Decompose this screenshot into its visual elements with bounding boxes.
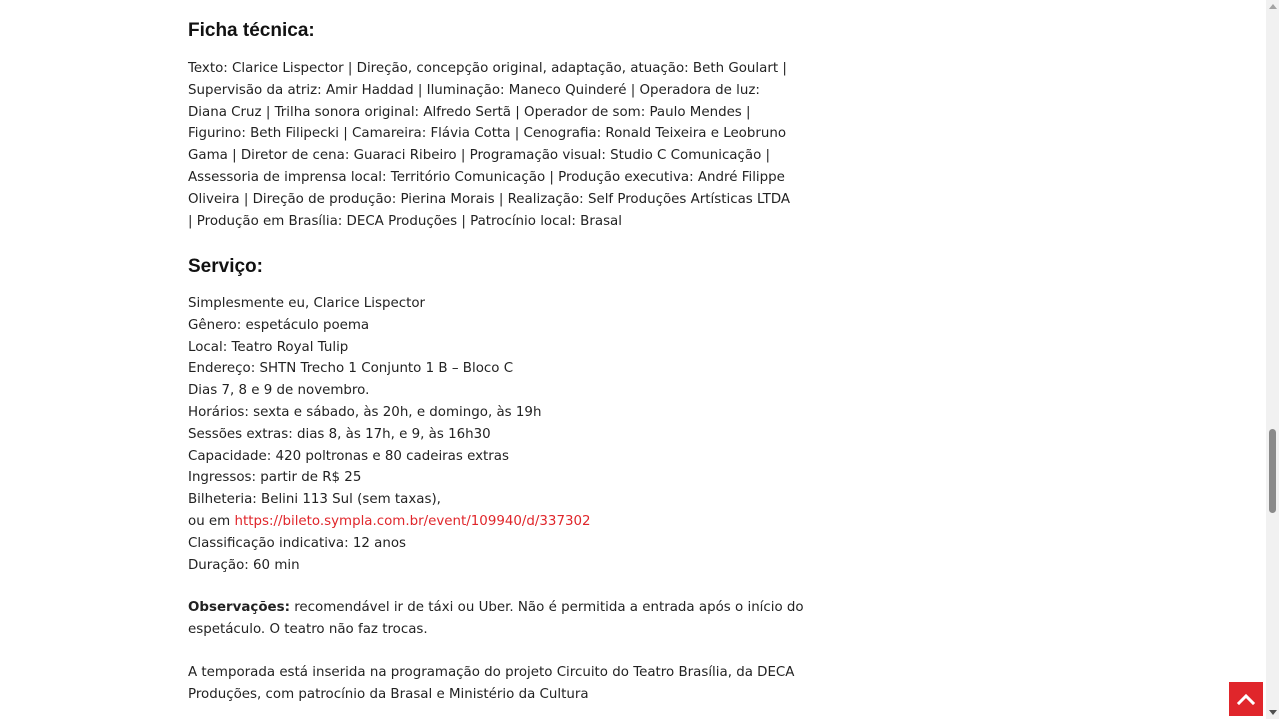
chevron-up-icon xyxy=(1237,693,1255,705)
box-office-text: Bilheteria: Belini 113 Sul (sem taxas), xyxy=(188,492,441,508)
ficha-tecnica-heading: Ficha técnica: xyxy=(188,20,315,41)
temporada-line-2: Produções, com patrocínio da Brasal e Ministério da Cultura xyxy=(188,686,589,702)
observacoes-label: Observações: xyxy=(188,600,290,615)
ficha-line: Assessoria de imprensa local: Território Comunicação | Produção executiva: André Filippe xyxy=(188,169,785,185)
show-title: Simplesmente eu, Clarice Lispector xyxy=(188,296,426,311)
observacoes-line-2: espetáculo. O teatro não faz trocas. xyxy=(188,621,428,637)
observacoes-text: recomendável ir de táxi ou Uber. Não é permitida a entrada após o início do xyxy=(289,600,804,615)
ficha-line: Gama | Diretor de cena: Guaraci Ribeiro | Programação visual: Studio C Comunicação | xyxy=(188,148,771,164)
scrollbar-thumb[interactable] xyxy=(1269,429,1276,513)
address-text: Endereço: SHTN Trecho 1 Conjunto 1 B – Bloco C xyxy=(188,361,514,377)
temporada-line: A temporada está inserida na programação do projeto Circuito do Teatro Brasília, da DECA xyxy=(188,665,795,680)
scroll-down-arrow-icon[interactable] xyxy=(1266,706,1279,719)
ficha-line: Texto: Clarice Lispector | Direção, concepção original, adaptação, atuação: Beth Goulart | xyxy=(188,61,787,76)
capacity-text: Capacidade: 420 poltronas e 80 cadeiras extras xyxy=(188,448,509,464)
duration-text: Duração: 60 min xyxy=(188,557,300,573)
scroll-up-arrow-icon[interactable] xyxy=(1266,0,1279,13)
rating-text: Classificação indicativa: 12 anos xyxy=(188,535,406,551)
ficha-tecnica-paragraph xyxy=(188,58,791,232)
ficha-line: Supervisão da atriz: Amir Haddad | Iluminação: Maneco Quinderé | Operadora de luz: xyxy=(188,82,760,98)
observacoes-paragraph xyxy=(188,597,804,641)
ficha-line: Diana Cruz | Trilha sonora original: Alfredo Sertã | Operador de som: Paulo Mendes | xyxy=(188,104,751,120)
schedule-text: Horários: sexta e sábado, às 20h, e domingo, às 19h xyxy=(188,404,542,420)
ficha-line: | Produção em Brasília: DECA Produções | Patrocínio local: Brasal xyxy=(188,213,622,229)
ficha-line: Oliveira | Direção de produção: Pierina Morais | Realização: Self Produções Artísticas LTDA xyxy=(188,191,791,207)
tickets-text: Ingressos: partir de R$ 25 xyxy=(188,470,362,486)
ticket-link-prefix: ou em xyxy=(188,513,235,529)
observacoes-line xyxy=(188,597,804,619)
temporada-paragraph xyxy=(188,662,795,706)
ficha-line: Figurino: Beth Filipecki | Camareira: Flávia Cotta | Cenografia: Ronald Teixeira e Leobruno xyxy=(188,126,787,142)
servico-paragraph xyxy=(188,293,778,576)
page-scrollbar[interactable] xyxy=(1266,0,1279,719)
dates-text: Dias 7, 8 e 9 de novembro. xyxy=(188,383,370,399)
genre-text: Gênero: espetáculo poema xyxy=(188,317,370,333)
extra-sessions-text: Sessões extras: dias 8, às 17h, e 9, às 16h30 xyxy=(188,426,491,442)
servico-heading: Serviço: xyxy=(188,256,263,277)
ticket-link-line xyxy=(188,511,778,533)
back-to-top-button[interactable] xyxy=(1229,682,1263,716)
venue-text: Local: Teatro Royal Tulip xyxy=(188,339,349,355)
ticket-link[interactable]: https://bileto.sympla.com.br/event/109940/d/337302 xyxy=(234,513,591,529)
